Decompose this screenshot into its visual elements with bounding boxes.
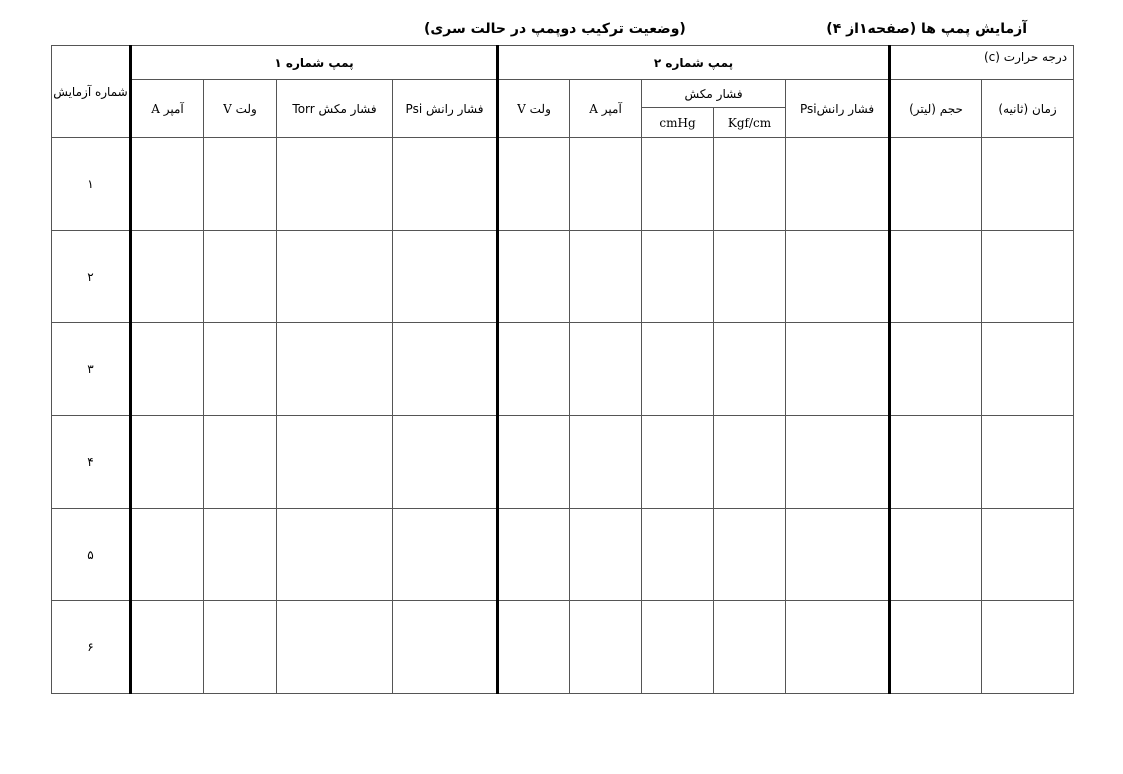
pump1-volt-cell[interactable]: [204, 601, 277, 694]
pump1-suction-cell[interactable]: [277, 416, 393, 509]
row-number: ۱: [52, 138, 131, 231]
pump1-amp-cell[interactable]: [131, 138, 204, 231]
row-number: ۴: [52, 416, 131, 509]
pump2-kgf-cell[interactable]: [714, 230, 786, 323]
pump2-discharge-cell[interactable]: [786, 138, 890, 231]
pump2-suction-cmhg-header: cmHg: [642, 108, 714, 138]
pump1-volt-cell[interactable]: [204, 508, 277, 601]
pump2-kgf-cell[interactable]: [714, 601, 786, 694]
pump2-suction-kgf-header: Kgf/cm: [714, 108, 786, 138]
pump1-amp-cell[interactable]: [131, 416, 204, 509]
pump1-discharge-header: فشار رانش Psi: [393, 80, 498, 138]
page-title: آزمایش پمپ ها (صفحه۱از ۴): [826, 21, 1027, 37]
pump2-amp-header: آمپر A: [570, 80, 642, 138]
pump2-discharge-cell[interactable]: [786, 416, 890, 509]
pump1-suction-cell[interactable]: [277, 323, 393, 416]
pump1-suction-cell[interactable]: [277, 601, 393, 694]
table-row: [52, 601, 1074, 694]
volume-cell[interactable]: [890, 138, 982, 231]
pump1-amp-header: آمپر A: [131, 80, 204, 138]
page-subtitle: (وضعیت ترکیب دوپمپ در حالت سری): [424, 21, 686, 37]
pump1-amp-cell[interactable]: [131, 230, 204, 323]
table-row: [52, 323, 1074, 416]
pump1-amp-cell[interactable]: [131, 508, 204, 601]
pump2-volt-header: ولت V: [498, 80, 570, 138]
table-row: [52, 508, 1074, 601]
pump1-discharge-cell[interactable]: [393, 138, 498, 231]
row-number: ۳: [52, 323, 131, 416]
pump1-suction-header: فشار مکش Torr: [277, 80, 393, 138]
pump1-title: پمپ شماره ۱: [131, 46, 498, 80]
pump2-cmhg-cell[interactable]: [642, 601, 714, 694]
pump2-discharge-cell[interactable]: [786, 508, 890, 601]
pump1-suction-cell[interactable]: [277, 230, 393, 323]
row-number: ۲: [52, 230, 131, 323]
row-number: ۶: [52, 601, 131, 694]
pump2-amp-cell[interactable]: [570, 323, 642, 416]
pump2-cmhg-cell[interactable]: [642, 138, 714, 231]
pump1-discharge-cell[interactable]: [393, 601, 498, 694]
table-row: [52, 138, 1074, 231]
volume-cell[interactable]: [890, 508, 982, 601]
pump2-discharge-cell[interactable]: [786, 323, 890, 416]
time-header: زمان (ثانیه): [982, 80, 1074, 138]
pump1-suction-cell[interactable]: [277, 138, 393, 231]
temperature-header: درجه حرارت (c): [890, 46, 1074, 80]
pump2-amp-cell[interactable]: [570, 230, 642, 323]
table-row: [52, 230, 1074, 323]
pump2-volt-cell[interactable]: [498, 323, 570, 416]
pump1-discharge-cell[interactable]: [393, 323, 498, 416]
pump2-volt-cell[interactable]: [498, 601, 570, 694]
volume-header: حجم (لیتر): [890, 80, 982, 138]
pump2-volt-cell[interactable]: [498, 230, 570, 323]
pump1-volt-cell[interactable]: [204, 138, 277, 231]
test-number-header: شماره آزمایش: [52, 46, 131, 138]
pump2-cmhg-cell[interactable]: [642, 323, 714, 416]
pump2-kgf-cell[interactable]: [714, 508, 786, 601]
pump1-volt-header: ولت V: [204, 80, 277, 138]
pump1-suction-cell[interactable]: [277, 508, 393, 601]
pump2-cmhg-cell[interactable]: [642, 416, 714, 509]
time-cell[interactable]: [982, 323, 1074, 416]
pump1-volt-cell[interactable]: [204, 416, 277, 509]
pump1-amp-cell[interactable]: [131, 601, 204, 694]
pump1-volt-cell[interactable]: [204, 230, 277, 323]
pump2-kgf-cell[interactable]: [714, 323, 786, 416]
pump2-title: پمپ شماره ۲: [498, 46, 890, 80]
pump2-discharge-header: فشار رانشPsi: [786, 80, 890, 138]
pump2-kgf-cell[interactable]: [714, 416, 786, 509]
data-sheet-table: [51, 45, 1074, 694]
time-cell[interactable]: [982, 508, 1074, 601]
volume-cell[interactable]: [890, 323, 982, 416]
time-cell[interactable]: [982, 230, 1074, 323]
pump2-discharge-cell[interactable]: [786, 601, 890, 694]
pump2-suction-header: فشار مکش: [642, 80, 786, 108]
pump2-amp-cell[interactable]: [570, 416, 642, 509]
time-cell[interactable]: [982, 416, 1074, 509]
pump2-amp-cell[interactable]: [570, 601, 642, 694]
pump1-amp-cell[interactable]: [131, 323, 204, 416]
table-row: [52, 416, 1074, 509]
pump2-amp-cell[interactable]: [570, 508, 642, 601]
volume-cell[interactable]: [890, 416, 982, 509]
pump2-cmhg-cell[interactable]: [642, 230, 714, 323]
pump2-volt-cell[interactable]: [498, 508, 570, 601]
volume-cell[interactable]: [890, 601, 982, 694]
time-cell[interactable]: [982, 138, 1074, 231]
pump1-discharge-cell[interactable]: [393, 508, 498, 601]
pump1-discharge-cell[interactable]: [393, 416, 498, 509]
pump2-volt-cell[interactable]: [498, 138, 570, 231]
pump2-amp-cell[interactable]: [570, 138, 642, 231]
row-number: ۵: [52, 508, 131, 601]
pump2-volt-cell[interactable]: [498, 416, 570, 509]
pump2-cmhg-cell[interactable]: [642, 508, 714, 601]
volume-cell[interactable]: [890, 230, 982, 323]
pump2-kgf-cell[interactable]: [714, 138, 786, 231]
pump1-discharge-cell[interactable]: [393, 230, 498, 323]
pump2-discharge-cell[interactable]: [786, 230, 890, 323]
time-cell[interactable]: [982, 601, 1074, 694]
pump1-volt-cell[interactable]: [204, 323, 277, 416]
